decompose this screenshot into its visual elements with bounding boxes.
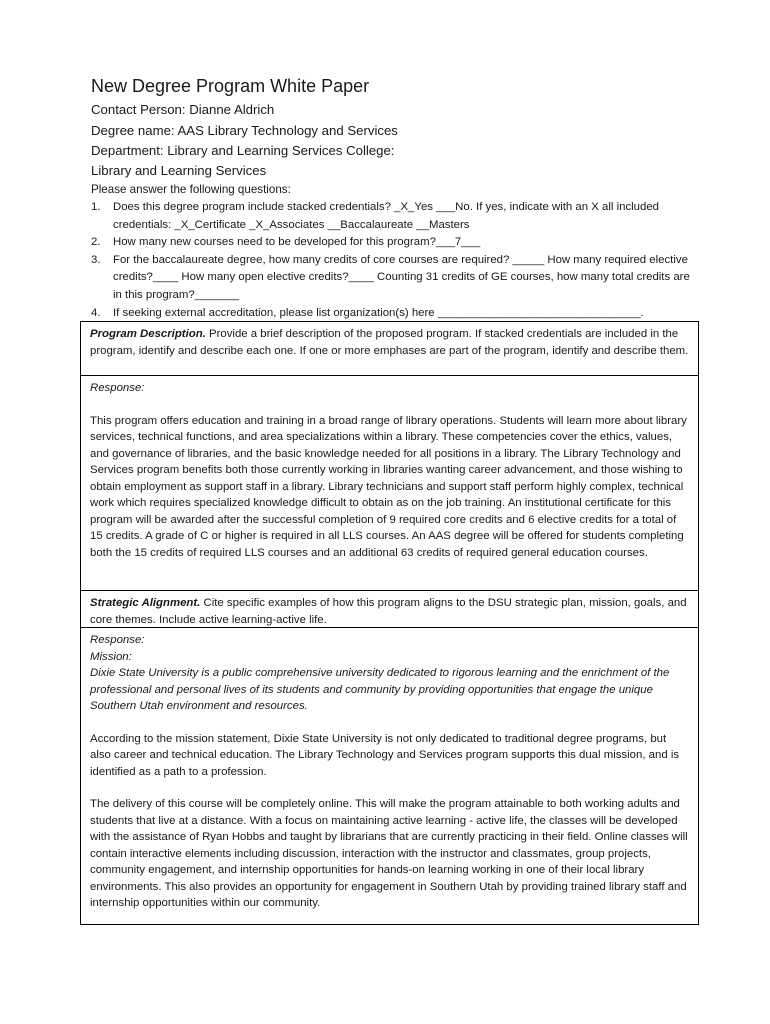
program-description-prompt-cell: [81, 322, 698, 376]
mission-label: Mission:: [90, 650, 132, 663]
degree-name: Degree name: AAS Library Technology and Services: [91, 123, 398, 138]
program-description-response-cell: [81, 376, 698, 591]
strategic-alignment-prompt: Cite specific examples of how this program aligns to the DSU strategic plan, mission, goals, and core themes. Include active learning-active life.: [90, 597, 687, 626]
question-item: [91, 234, 691, 252]
contact-person: Contact Person: Dianne Aldrich: [91, 102, 275, 117]
department-line-2: Library and Learning Services: [91, 163, 267, 178]
question-text: How many new courses need to be developed for this program?___7___: [113, 236, 481, 249]
question-item: [91, 252, 691, 305]
question-item: [91, 305, 691, 323]
mission-statement: Dixie State University is a public comprehensive university dedicated to rigorous learning and the enrichment of the professional and personal lives of its students and community by providing opportunities that engage the unique Southern Utah environment and resources.: [90, 667, 670, 712]
online-delivery-paragraph: The delivery of this course will be completely online. This will make the program attainable to both working adults and students that live at a distance. With a focus on maintaining active learning - active life, the classes will be developed with the assistance of Ryan Hobbs and taught by librarians that are currently practicing in their field. Online classes will contain interactive elements including discussion, interaction with the instructor and classmates, group projects, community engagement, and internship opportunities for hands-on learning working in one of their local library environments. This also provides an opportunity for engagement in Southern Utah by providing trained library staff and internship opportunities within our community.: [90, 798, 688, 909]
question-number: 3.: [91, 253, 101, 266]
mission-alignment-paragraph: According to the mission statement, Dixie State University is not only dedicated to traditional degree programs, but also career and technical education. The Library Technology and Services program supports this dual mission, and is identified as a path to a profession.: [90, 732, 680, 778]
response-table: [80, 321, 699, 925]
question-number: 4.: [91, 306, 101, 319]
strategic-alignment-heading: Strategic Alignment.: [90, 597, 201, 609]
response-label: Response:: [90, 382, 145, 394]
response-label: Response:: [90, 634, 145, 646]
question-text: Does this degree program include stacked credentials? _X_Yes ___No. If yes, indicate with an X all included credentials: _X_Certificate _X_Associates __Baccalaureate __Masters: [113, 201, 660, 231]
strategic-alignment-prompt-cell: [81, 591, 698, 628]
program-description-prompt: Provide a brief description of the proposed program. If stacked credentials are included in the program, identify and describe each one. If one or more emphases are part of the program, identify and describe them.: [90, 328, 689, 357]
department-line-1: Department: Library and Learning Services College:: [91, 143, 395, 158]
question-text: For the baccalaureate degree, how many credits of core courses are required? _____ How many required elective credits?____ How many open elective credits?____ Counting 31 credits of GE courses, how many total credits are in this program?_______: [113, 253, 690, 301]
question-number: 1.: [91, 201, 101, 213]
question-item: [91, 199, 691, 234]
strategic-alignment-response-cell: [81, 628, 698, 924]
question-text: If seeking external accreditation, please list organization(s) here ________________________________.: [113, 306, 644, 319]
instructions: Please answer the following questions:: [91, 183, 291, 196]
page-title: New Degree Program White Paper: [91, 76, 370, 96]
program-description-response: This program offers education and training in a broad range of library operations. Students will learn more about library services, technical functions, and area specializations within a library. These competencies cover the ethics, values, and governance of libraries, and the basic knowledge needed for all positions in a library. The Library Technology and Services program benefits both those currently working in libraries wanting career advancement, and those wishing to obtain employment as support staff in a library. Library technicians and support staff perform highly complex, technical work which requires specialized knowledge difficult to obtain as on the job training. An institutional certificate for this program will be awarded after the successful completion of 9 required core credits and 6 elective credits for a total of 15 credits. A grade of C or higher is required in all LLS courses. An AAS degree will be offered for students completing both the 15 credits of required LLS courses and an additional 63 credits of required general education courses.: [90, 414, 687, 559]
question-list: [91, 199, 691, 322]
question-number: 2.: [91, 236, 101, 249]
program-description-heading: Program Description.: [90, 328, 206, 340]
